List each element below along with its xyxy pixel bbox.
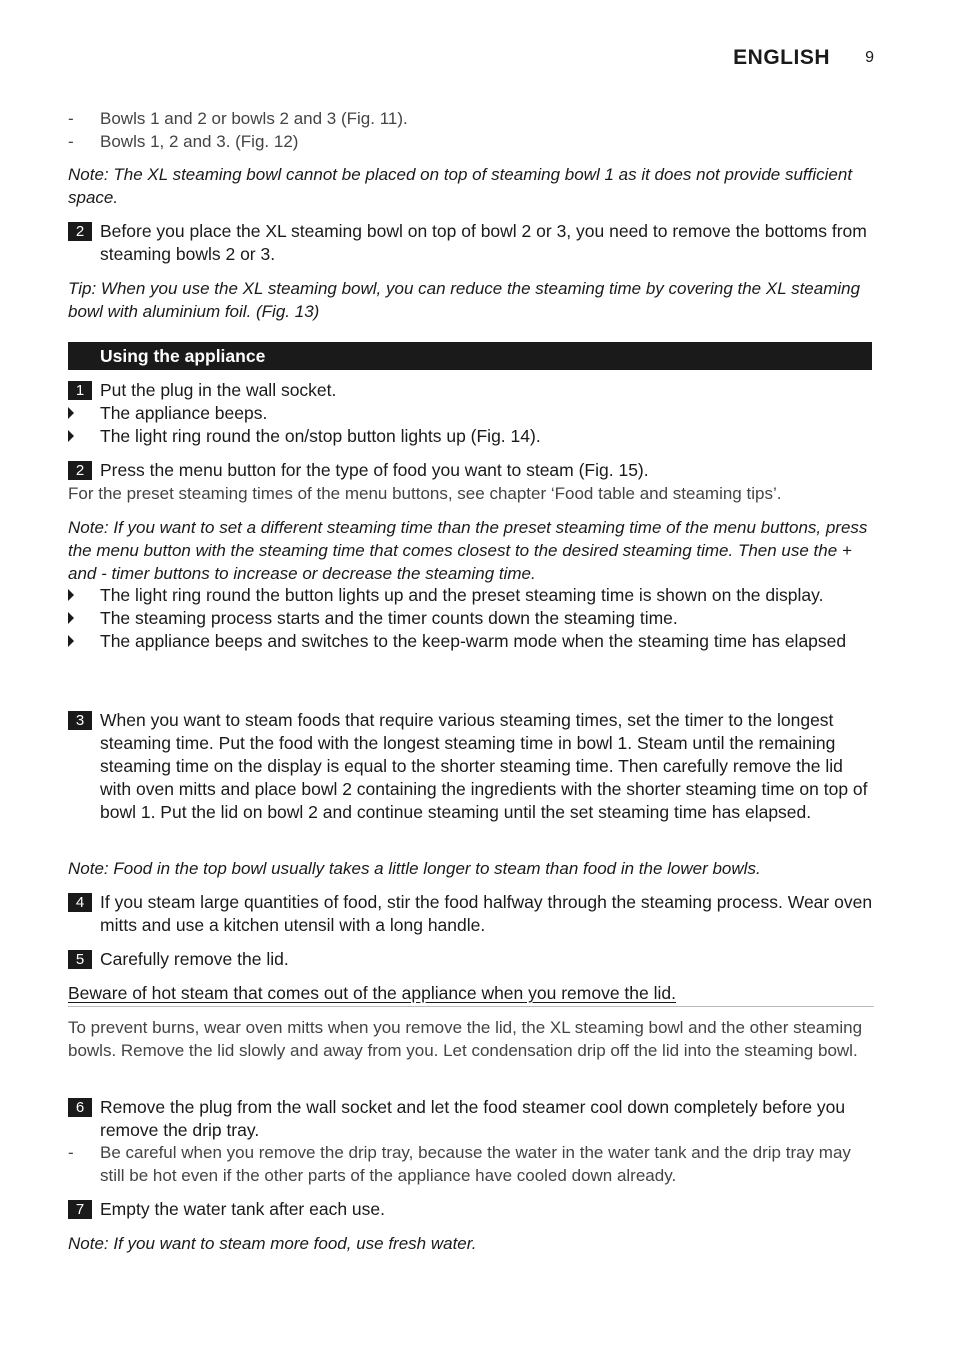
result-arrow-icon: [68, 589, 74, 601]
page-header: [68, 46, 874, 76]
tip-aluminium-foil: Tip: When you use the XL steaming bowl, you can reduce the steaming time by covering the XL steaming bowl with aluminium foil. (Fig. 13): [68, 279, 861, 321]
burns-info: To prevent burns, wear oven mitts when you remove the lid, the XL steaming bowl and the other steaming bowls. Remove the lid slowly and away from you. Let condensation drip off the lid into the steaming bowl.: [68, 1018, 863, 1060]
step-6: 6 Remove the plug from the wall socket and let the food steamer cool down completely before you remove the drip tray.: [68, 1096, 874, 1142]
result-arrow-icon: [68, 407, 74, 419]
result-item: The steaming process starts and the timer counts down the steaming time.: [68, 607, 874, 630]
step-remove-bottoms: 2 Before you place the XL steaming bowl on top of bowl 2 or 3, you need to remove the bottoms from steaming bowls 2 or 3.: [68, 220, 874, 266]
language-label: ENGLISH: [733, 46, 830, 69]
page-number: 9: [865, 49, 874, 66]
step-number: 3: [68, 711, 92, 730]
step-6-list: [68, 1141, 874, 1187]
step-number: 1: [68, 381, 92, 400]
step-4: 4 If you steam large quantities of food, stir the food halfway through the steaming process. Wear oven mitts and use a kitchen utensil with a long handle.: [68, 891, 874, 937]
step-3: 3 When you want to steam foods that require various steaming times, set the timer to the longest steaming time. Put the food with the longest steaming time in bowl 1. Steam until the remaining steaming time on the display is equal to the shorter steaming time. Then carefully remove the lid with oven mitts and place bowl 2 containing the ingredients with the shorter steaming time on top of bowl 1. Put the lid on bowl 2 and continue steaming until the set steaming time has elapsed.: [68, 709, 874, 824]
result-item: The appliance beeps.: [68, 402, 874, 425]
result-item: The light ring round the button lights up and the preset steaming time is shown on the display.: [68, 584, 874, 607]
step-number: 4: [68, 893, 92, 912]
note-fresh-water: Note: If you want to steam more food, use fresh water.: [68, 1234, 477, 1253]
step-2-results: [68, 584, 874, 653]
note-xl-bowl: Note: The XL steaming bowl cannot be placed on top of steaming bowl 1 as it does not provide sufficient space.: [68, 165, 853, 207]
result-item: The light ring round the on/stop button lights up (Fig. 14).: [68, 425, 874, 448]
step-2-info: For the preset steaming times of the menu buttons, see chapter ‘Food table and steaming tips’.: [68, 484, 782, 503]
bowl-combination-list: [68, 107, 874, 153]
list-item: - Bowls 1 and 2 or bowls 2 and 3 (Fig. 11).: [68, 109, 408, 128]
list-item: - Be careful when you remove the drip tray, because the water in the water tank and the drip tray may still be hot even if the other parts of the appliance have cooled down already.: [68, 1143, 851, 1185]
step-number: 7: [68, 1200, 92, 1219]
result-item: The appliance beeps and switches to the keep-warm mode when the steaming time has elapsed: [68, 630, 874, 653]
hot-steam-warning: Beware of hot steam that comes out of the appliance when you remove the lid.: [68, 983, 676, 1003]
step-number: 6: [68, 1098, 92, 1117]
note-set-time: Note: If you want to set a different steaming time than the preset steaming time of the menu buttons, press the menu button with the steaming time that comes closest to the desired steaming time. Then use the + and - timer buttons to increase or decrease the steaming time.: [68, 518, 868, 583]
step-5: 5 Carefully remove the lid.: [68, 948, 874, 971]
step-1: 1 Put the plug in the wall socket. The appliance beeps. The light ring round the on/stop button lights up (Fig. 14).: [68, 379, 874, 448]
step-number: 2: [68, 461, 92, 480]
result-arrow-icon: [68, 612, 74, 624]
divider: [68, 1006, 874, 1007]
step-2: 2 Press the menu button for the type of food you want to steam (Fig. 15).: [68, 459, 874, 482]
step-number: 5: [68, 950, 92, 969]
result-arrow-icon: [68, 430, 74, 442]
step-7: 7 Empty the water tank after each use.: [68, 1198, 874, 1221]
result-arrow-icon: [68, 635, 74, 647]
section-heading: Using the appliance: [68, 342, 872, 370]
list-item: - Bowls 1, 2 and 3. (Fig. 12): [68, 132, 299, 151]
note-top-bowl: Note: Food in the top bowl usually takes a little longer to steam than food in the lower bowls.: [68, 859, 761, 878]
step-number: 2: [68, 222, 92, 241]
